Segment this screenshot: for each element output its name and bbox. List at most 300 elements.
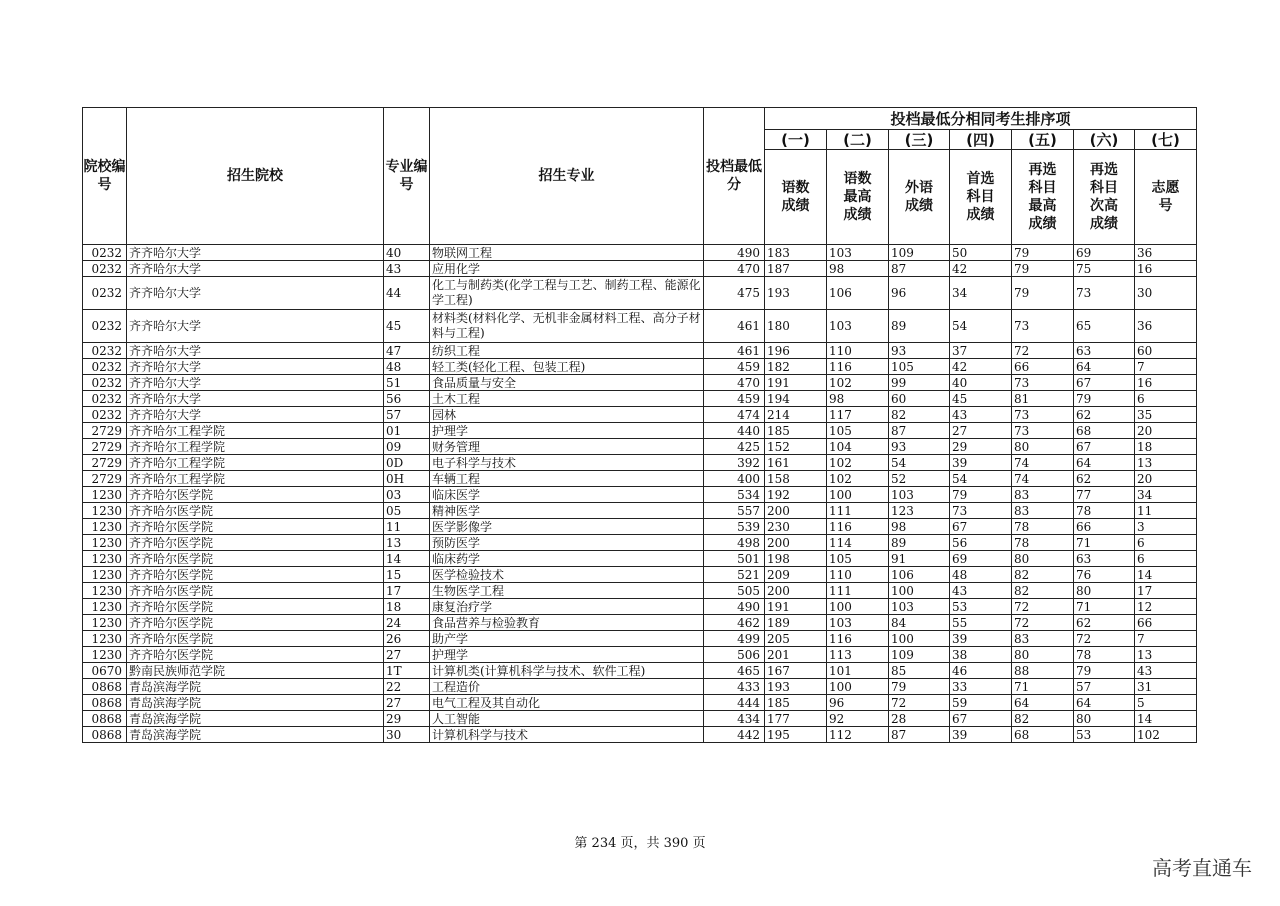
table-cell: 30 [1135, 277, 1197, 310]
table-cell: 电子科学与技术 [430, 455, 704, 471]
table-cell: 74 [1012, 471, 1074, 487]
table-cell: 79 [1012, 277, 1074, 310]
th-tie-group: 投档最低分相同考生排序项 [765, 108, 1197, 130]
table-cell: 齐齐哈尔大学 [127, 391, 384, 407]
table-cell: 齐齐哈尔工程学院 [127, 471, 384, 487]
table-cell: 齐齐哈尔工程学院 [127, 455, 384, 471]
table-cell: 46 [950, 663, 1012, 679]
table-cell: 78 [1012, 535, 1074, 551]
table-cell: 72 [889, 695, 950, 711]
th-major-name: 招生专业 [430, 108, 704, 245]
th-tie-index: (三) [889, 130, 950, 150]
table-row [83, 391, 1197, 407]
table-cell: 齐齐哈尔医学院 [127, 583, 384, 599]
table-cell: 116 [827, 359, 889, 375]
th-school-code: 院校编号 [83, 108, 127, 245]
table-cell: 20 [1135, 471, 1197, 487]
table-cell: 79 [1012, 245, 1074, 261]
table-cell: 27 [384, 695, 430, 711]
table-cell: 0H [384, 471, 430, 487]
table-cell: 88 [1012, 663, 1074, 679]
table-row [83, 343, 1197, 359]
table-row [83, 599, 1197, 615]
table-cell: 57 [1074, 679, 1135, 695]
table-cell: 539 [704, 519, 765, 535]
table-body [83, 245, 1197, 743]
table-row [83, 583, 1197, 599]
table-cell: 209 [765, 567, 827, 583]
table-cell: 200 [765, 583, 827, 599]
table-row [83, 647, 1197, 663]
table-cell: 27 [950, 423, 1012, 439]
table-cell: 161 [765, 455, 827, 471]
table-cell: 1230 [83, 487, 127, 503]
table-cell: 医学影像学 [430, 519, 704, 535]
table-cell: 财务管理 [430, 439, 704, 455]
table-cell: 0868 [83, 727, 127, 743]
table-cell: 0D [384, 455, 430, 471]
table-cell: 54 [950, 310, 1012, 343]
table-cell: 31 [1135, 679, 1197, 695]
table-cell: 100 [827, 599, 889, 615]
table-cell: 64 [1074, 455, 1135, 471]
table-cell: 土木工程 [430, 391, 704, 407]
table-cell: 194 [765, 391, 827, 407]
table-cell: 53 [1074, 727, 1135, 743]
admission-table-container [82, 107, 1197, 743]
table-cell: 39 [950, 455, 1012, 471]
table-cell: 425 [704, 439, 765, 455]
table-row [83, 519, 1197, 535]
table-cell: 67 [950, 711, 1012, 727]
table-cell: 1230 [83, 535, 127, 551]
table-row [83, 631, 1197, 647]
table-cell: 93 [889, 343, 950, 359]
table-cell: 71 [1074, 599, 1135, 615]
table-cell: 纺织工程 [430, 343, 704, 359]
watermark-text: 高考直通车 [1152, 856, 1252, 880]
table-cell: 84 [889, 615, 950, 631]
table-cell: 45 [950, 391, 1012, 407]
table-cell: 521 [704, 567, 765, 583]
table-cell: 89 [889, 535, 950, 551]
table-cell: 齐齐哈尔工程学院 [127, 423, 384, 439]
table-cell: 黔南民族师范学院 [127, 663, 384, 679]
table-cell: 99 [889, 375, 950, 391]
table-row [83, 535, 1197, 551]
table-cell: 499 [704, 631, 765, 647]
table-cell: 11 [1135, 503, 1197, 519]
table-cell: 111 [827, 583, 889, 599]
table-cell: 75 [1074, 261, 1135, 277]
table-row [83, 727, 1197, 743]
table-row [83, 471, 1197, 487]
table-cell: 103 [889, 599, 950, 615]
table-cell: 230 [765, 519, 827, 535]
table-cell: 114 [827, 535, 889, 551]
table-cell: 康复治疗学 [430, 599, 704, 615]
table-cell: 6 [1135, 535, 1197, 551]
table-cell: 物联网工程 [430, 245, 704, 261]
table-cell: 2729 [83, 423, 127, 439]
table-cell: 0232 [83, 391, 127, 407]
table-cell: 180 [765, 310, 827, 343]
table-cell: 0232 [83, 310, 127, 343]
table-row [83, 261, 1197, 277]
th-tie-index: (二) [827, 130, 889, 150]
table-cell: 15 [384, 567, 430, 583]
table-row [83, 551, 1197, 567]
table-cell: 工程造价 [430, 679, 704, 695]
table-cell: 0868 [83, 679, 127, 695]
table-cell: 66 [1012, 359, 1074, 375]
table-cell: 64 [1074, 695, 1135, 711]
table-cell: 0868 [83, 711, 127, 727]
table-cell: 505 [704, 583, 765, 599]
table-cell: 37 [950, 343, 1012, 359]
table-cell: 11 [384, 519, 430, 535]
table-cell: 81 [1012, 391, 1074, 407]
table-cell: 18 [1135, 439, 1197, 455]
table-cell: 13 [1135, 647, 1197, 663]
table-cell: 40 [384, 245, 430, 261]
table-row [83, 423, 1197, 439]
table-cell: 51 [384, 375, 430, 391]
table-cell: 35 [1135, 407, 1197, 423]
table-cell: 青岛滨海学院 [127, 727, 384, 743]
table-cell: 齐齐哈尔医学院 [127, 551, 384, 567]
table-cell: 110 [827, 567, 889, 583]
table-cell: 33 [950, 679, 1012, 695]
table-cell: 2729 [83, 455, 127, 471]
table-cell: 青岛滨海学院 [127, 711, 384, 727]
table-cell: 2729 [83, 439, 127, 455]
table-cell: 392 [704, 455, 765, 471]
table-cell: 91 [889, 551, 950, 567]
table-cell: 护理学 [430, 647, 704, 663]
table-cell: 79 [950, 487, 1012, 503]
table-cell: 193 [765, 679, 827, 695]
table-cell: 87 [889, 261, 950, 277]
table-cell: 1230 [83, 567, 127, 583]
table-cell: 材料类(材料化学、无机非金属材料工程、高分子材料与工程) [430, 310, 704, 343]
th-tie-label: 再选科目最高成绩 [1012, 150, 1074, 245]
table-cell: 39 [950, 727, 1012, 743]
table-cell: 34 [1135, 487, 1197, 503]
table-cell: 食品营养与检验教育 [430, 615, 704, 631]
table-cell: 40 [950, 375, 1012, 391]
table-cell: 36 [1135, 245, 1197, 261]
table-row [83, 439, 1197, 455]
table-cell: 113 [827, 647, 889, 663]
table-cell: 1230 [83, 615, 127, 631]
table-cell: 16 [1135, 375, 1197, 391]
table-cell: 152 [765, 439, 827, 455]
table-cell: 20 [1135, 423, 1197, 439]
table-row [83, 375, 1197, 391]
table-cell: 470 [704, 375, 765, 391]
table-cell: 100 [827, 679, 889, 695]
table-cell: 195 [765, 727, 827, 743]
table-row [83, 679, 1197, 695]
table-cell: 轻工类(轻化工程、包装工程) [430, 359, 704, 375]
th-tie-label: 再选科目次高成绩 [1074, 150, 1135, 245]
table-cell: 68 [1012, 727, 1074, 743]
table-cell: 82 [1012, 711, 1074, 727]
table-cell: 27 [384, 647, 430, 663]
table-cell: 201 [765, 647, 827, 663]
table-cell: 80 [1012, 647, 1074, 663]
table-cell: 200 [765, 503, 827, 519]
table-cell: 43 [1135, 663, 1197, 679]
table-cell: 98 [827, 391, 889, 407]
table-cell: 47 [384, 343, 430, 359]
table-cell: 0670 [83, 663, 127, 679]
table-cell: 74 [1012, 455, 1074, 471]
table-cell: 102 [827, 375, 889, 391]
table-cell: 66 [1074, 519, 1135, 535]
table-cell: 13 [1135, 455, 1197, 471]
table-cell: 103 [827, 615, 889, 631]
table-row [83, 359, 1197, 375]
table-cell: 400 [704, 471, 765, 487]
table-cell: 齐齐哈尔大学 [127, 245, 384, 261]
table-cell: 齐齐哈尔医学院 [127, 615, 384, 631]
table-cell: 177 [765, 711, 827, 727]
table-cell: 66 [1135, 615, 1197, 631]
table-cell: 59 [950, 695, 1012, 711]
table-cell: 34 [950, 277, 1012, 310]
table-cell: 85 [889, 663, 950, 679]
table-row [83, 407, 1197, 423]
table-cell: 青岛滨海学院 [127, 679, 384, 695]
table-cell: 护理学 [430, 423, 704, 439]
table-cell: 79 [1012, 261, 1074, 277]
table-cell: 117 [827, 407, 889, 423]
table-cell: 64 [1012, 695, 1074, 711]
table-cell: 36 [1135, 310, 1197, 343]
table-cell: 54 [950, 471, 1012, 487]
table-cell: 506 [704, 647, 765, 663]
table-cell: 72 [1074, 631, 1135, 647]
table-cell: 73 [1012, 310, 1074, 343]
table-cell: 60 [889, 391, 950, 407]
table-cell: 0232 [83, 407, 127, 423]
table-cell: 0868 [83, 695, 127, 711]
table-cell: 1230 [83, 583, 127, 599]
table-cell: 13 [384, 535, 430, 551]
table-cell: 临床医学 [430, 487, 704, 503]
table-cell: 3 [1135, 519, 1197, 535]
table-cell: 73 [1012, 375, 1074, 391]
table-cell: 72 [1012, 343, 1074, 359]
table-cell: 临床药学 [430, 551, 704, 567]
table-cell: 461 [704, 343, 765, 359]
table-cell: 6 [1135, 391, 1197, 407]
table-cell: 0232 [83, 277, 127, 310]
table-cell: 187 [765, 261, 827, 277]
table-cell: 73 [1012, 407, 1074, 423]
table-cell: 158 [765, 471, 827, 487]
table-cell: 53 [950, 599, 1012, 615]
table-cell: 18 [384, 599, 430, 615]
table-cell: 72 [1012, 615, 1074, 631]
table-cell: 96 [889, 277, 950, 310]
table-cell: 475 [704, 277, 765, 310]
table-cell: 29 [950, 439, 1012, 455]
table-cell: 79 [889, 679, 950, 695]
table-cell: 齐齐哈尔医学院 [127, 535, 384, 551]
table-cell: 196 [765, 343, 827, 359]
table-cell: 42 [950, 261, 1012, 277]
table-cell: 103 [889, 487, 950, 503]
table-cell: 食品质量与安全 [430, 375, 704, 391]
table-cell: 71 [1012, 679, 1074, 695]
table-cell: 474 [704, 407, 765, 423]
table-cell: 24 [384, 615, 430, 631]
table-cell: 57 [384, 407, 430, 423]
table-cell: 1230 [83, 503, 127, 519]
table-cell: 园林 [430, 407, 704, 423]
table-cell: 青岛滨海学院 [127, 695, 384, 711]
table-cell: 39 [950, 631, 1012, 647]
table-cell: 6 [1135, 551, 1197, 567]
table-cell: 110 [827, 343, 889, 359]
table-cell: 185 [765, 695, 827, 711]
table-cell: 87 [889, 727, 950, 743]
table-cell: 齐齐哈尔医学院 [127, 487, 384, 503]
table-cell: 01 [384, 423, 430, 439]
table-cell: 198 [765, 551, 827, 567]
table-cell: 68 [1074, 423, 1135, 439]
table-cell: 1230 [83, 599, 127, 615]
th-tie-label: 首选科目成绩 [950, 150, 1012, 245]
table-cell: 1230 [83, 647, 127, 663]
table-cell: 54 [889, 455, 950, 471]
th-tie-label: 语数最高成绩 [827, 150, 889, 245]
table-cell: 459 [704, 359, 765, 375]
table-cell: 52 [889, 471, 950, 487]
table-cell: 43 [384, 261, 430, 277]
table-cell: 440 [704, 423, 765, 439]
table-cell: 56 [950, 535, 1012, 551]
table-cell: 67 [950, 519, 1012, 535]
table-cell: 67 [1074, 439, 1135, 455]
table-cell: 93 [889, 439, 950, 455]
table-cell: 50 [950, 245, 1012, 261]
table-cell: 齐齐哈尔大学 [127, 261, 384, 277]
table-cell: 7 [1135, 359, 1197, 375]
table-cell: 医学检验技术 [430, 567, 704, 583]
table-cell: 111 [827, 503, 889, 519]
table-cell: 60 [1135, 343, 1197, 359]
table-cell: 78 [1074, 503, 1135, 519]
table-cell: 1230 [83, 631, 127, 647]
table-cell: 43 [950, 407, 1012, 423]
table-cell: 193 [765, 277, 827, 310]
table-cell: 534 [704, 487, 765, 503]
table-cell: 0232 [83, 343, 127, 359]
table-cell: 14 [1135, 567, 1197, 583]
table-cell: 齐齐哈尔医学院 [127, 599, 384, 615]
table-cell: 109 [889, 647, 950, 663]
table-cell: 齐齐哈尔大学 [127, 277, 384, 310]
table-cell: 82 [1012, 567, 1074, 583]
table-cell: 7 [1135, 631, 1197, 647]
table-cell: 191 [765, 599, 827, 615]
table-cell: 齐齐哈尔工程学院 [127, 439, 384, 455]
table-cell: 80 [1074, 711, 1135, 727]
table-cell: 14 [1135, 711, 1197, 727]
th-tie-index: (六) [1074, 130, 1135, 150]
table-cell: 62 [1074, 615, 1135, 631]
table-cell: 齐齐哈尔大学 [127, 407, 384, 423]
table-cell: 齐齐哈尔大学 [127, 375, 384, 391]
table-cell: 43 [950, 583, 1012, 599]
th-min-score: 投档最低分 [704, 108, 765, 245]
th-tie-index: (五) [1012, 130, 1074, 150]
table-cell: 17 [1135, 583, 1197, 599]
table-cell: 齐齐哈尔医学院 [127, 503, 384, 519]
table-cell: 103 [827, 245, 889, 261]
table-row [83, 310, 1197, 343]
table-row [83, 487, 1197, 503]
table-cell: 104 [827, 439, 889, 455]
table-cell: 98 [827, 261, 889, 277]
table-cell: 465 [704, 663, 765, 679]
table-cell: 96 [827, 695, 889, 711]
table-cell: 87 [889, 423, 950, 439]
table-cell: 434 [704, 711, 765, 727]
table-cell: 电气工程及其自动化 [430, 695, 704, 711]
table-cell: 30 [384, 727, 430, 743]
table-cell: 82 [1012, 583, 1074, 599]
table-cell: 齐齐哈尔医学院 [127, 519, 384, 535]
table-cell: 44 [384, 277, 430, 310]
table-row [83, 615, 1197, 631]
table-cell: 12 [1135, 599, 1197, 615]
table-cell: 557 [704, 503, 765, 519]
table-cell: 09 [384, 439, 430, 455]
table-cell: 人工智能 [430, 711, 704, 727]
table-cell: 92 [827, 711, 889, 727]
table-cell: 444 [704, 695, 765, 711]
table-cell: 精神医学 [430, 503, 704, 519]
table-cell: 182 [765, 359, 827, 375]
table-cell: 2729 [83, 471, 127, 487]
table-cell: 123 [889, 503, 950, 519]
table-cell: 42 [950, 359, 1012, 375]
table-cell: 0232 [83, 359, 127, 375]
table-cell: 1230 [83, 519, 127, 535]
table-cell: 185 [765, 423, 827, 439]
table-row [83, 567, 1197, 583]
table-cell: 470 [704, 261, 765, 277]
table-cell: 80 [1012, 551, 1074, 567]
table-cell: 16 [1135, 261, 1197, 277]
table-cell: 102 [827, 455, 889, 471]
table-cell: 助产学 [430, 631, 704, 647]
table-cell: 103 [827, 310, 889, 343]
table-cell: 105 [827, 423, 889, 439]
table-cell: 03 [384, 487, 430, 503]
table-cell: 442 [704, 727, 765, 743]
table-cell: 72 [1012, 599, 1074, 615]
table-cell: 67 [1074, 375, 1135, 391]
table-cell: 齐齐哈尔大学 [127, 310, 384, 343]
table-cell: 48 [950, 567, 1012, 583]
table-cell: 1T [384, 663, 430, 679]
